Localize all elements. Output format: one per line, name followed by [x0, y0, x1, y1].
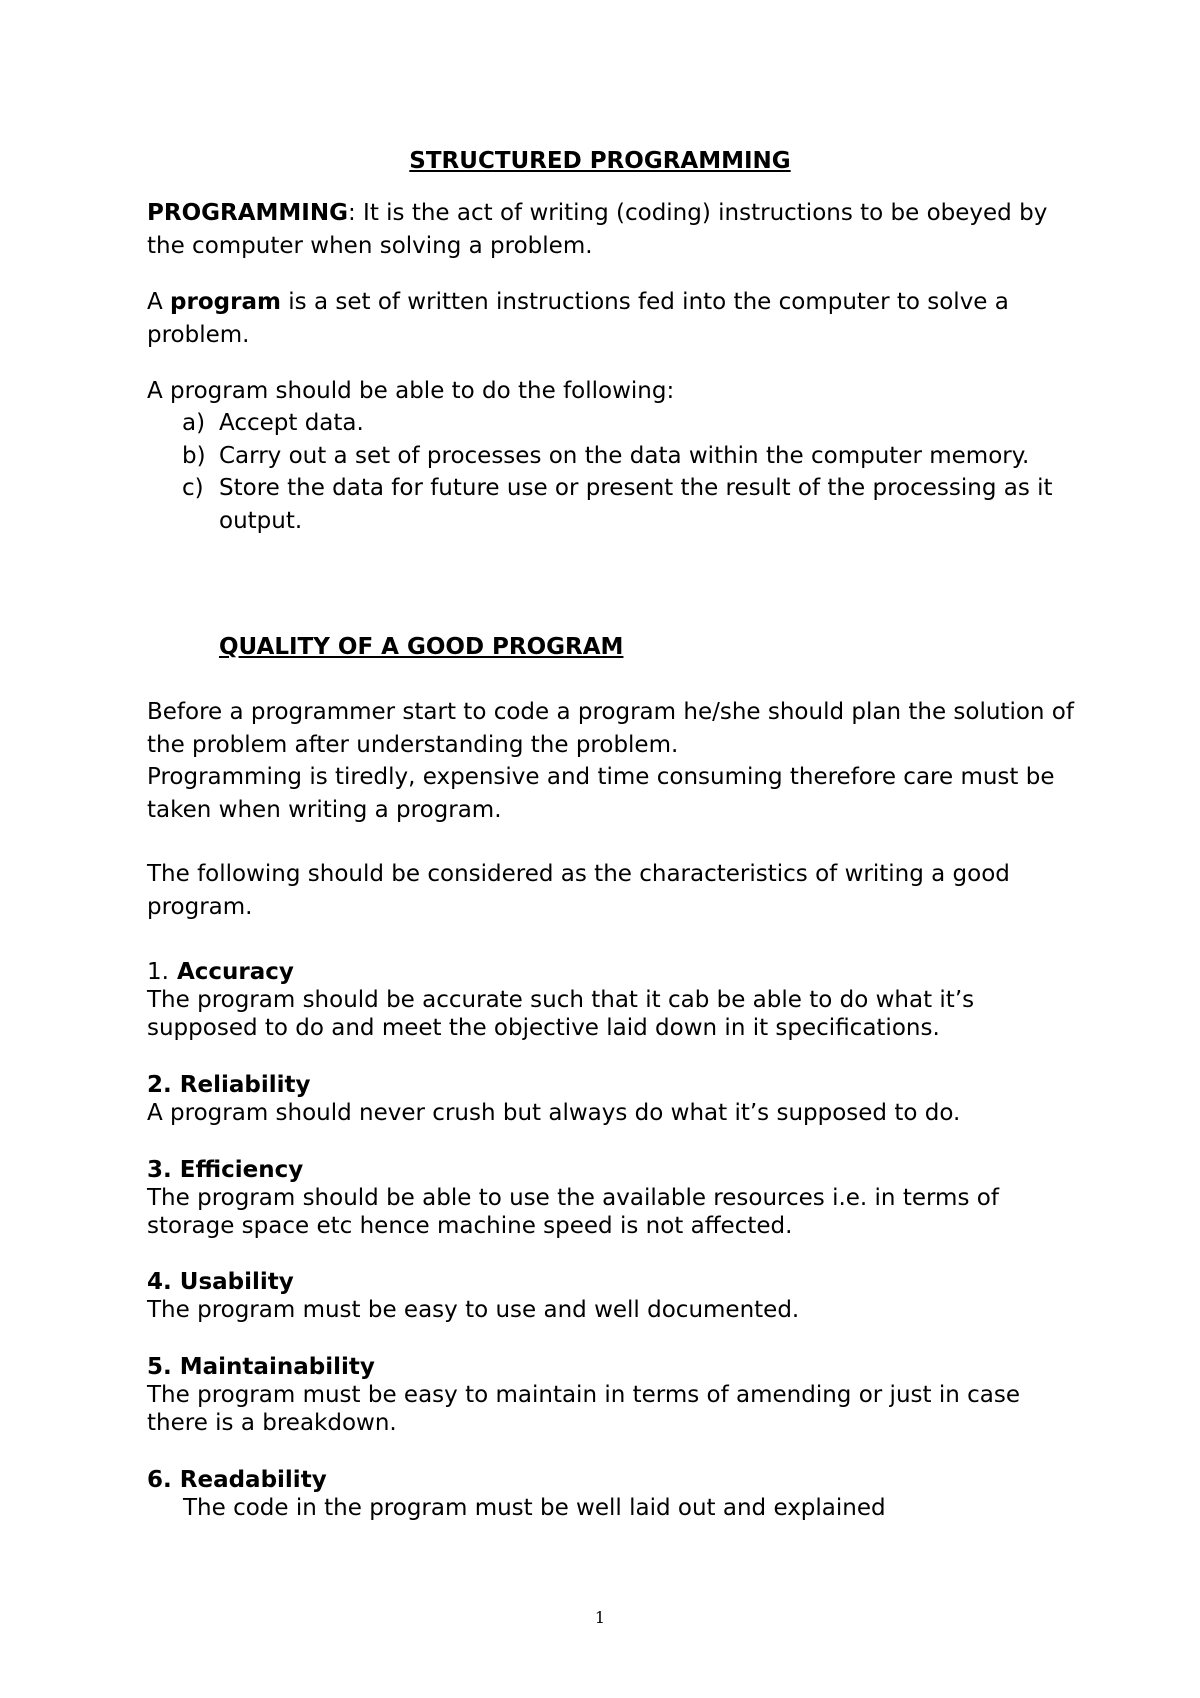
programming-term: PROGRAMMING [147, 200, 348, 226]
programming-definition-text: : It is the act of writing (coding) instructions to be obeyed by the computer when solving a problem. [147, 200, 1048, 259]
characteristic-description: The program should be accurate such that it cab be able to do what it’s supposed to do and meet the objective laid down in it specifications. [147, 987, 975, 1041]
characteristic-description: The program must be easy to use and well documented. [147, 1297, 800, 1323]
characteristic-number: 6. [147, 1467, 172, 1493]
characteristic-number: 1. [147, 959, 169, 985]
list-item-text: Accept data. [219, 410, 364, 436]
list-item [147, 440, 1077, 473]
program-definition [147, 286, 1077, 351]
characteristic-name: Readability [179, 1467, 327, 1493]
characteristic-number: 3. [147, 1157, 172, 1183]
characteristic-description: The code in the program must be well laid out and explained [183, 1495, 886, 1521]
program-definition-prefix: A [147, 289, 171, 315]
list-item [147, 407, 1077, 440]
list-item [147, 472, 1077, 537]
characteristic-usability [147, 1268, 1077, 1324]
abilities-intro: A program should be able to do the following: [147, 378, 675, 404]
characteristic-name: Maintainability [179, 1354, 375, 1380]
characteristic-maintainability [147, 1353, 1077, 1437]
characteristic-heading [147, 1466, 1077, 1494]
quality-heading: QUALITY OF A GOOD PROGRAM [219, 634, 624, 660]
characteristic-number: 5. [147, 1354, 172, 1380]
list-item-text: Store the data for future use or present the result of the processing as it output. [219, 475, 1053, 534]
list-marker: c) [182, 475, 204, 501]
program-term: program [170, 289, 281, 315]
abilities-list [147, 407, 1077, 537]
characteristic-readability [147, 1466, 1077, 1522]
characteristic-number: 4. [147, 1269, 172, 1295]
programming-definition [147, 197, 1077, 262]
characteristic-name: Accuracy [176, 959, 294, 985]
characteristic-accuracy [147, 958, 1077, 1042]
characteristic-description: The program must be easy to maintain in terms of amending or just in case there is a breakdown. [147, 1382, 1020, 1436]
characteristic-heading [147, 1268, 1077, 1296]
characteristic-number: 2. [147, 1072, 172, 1098]
characteristics-intro: The following should be considered as the characteristics of writing a good program. [147, 861, 1010, 920]
list-item-text: Carry out a set of processes on the data within the computer memory. [219, 442, 1030, 469]
quality-intro-1: Before a programmer start to code a program he/she should plan the solution of the problem after understanding the problem. [147, 699, 1074, 758]
characteristic-description: The program should be able to use the available resources i.e. in terms of storage space etc hence machine speed is not affected. [147, 1185, 999, 1239]
characteristic-heading [147, 1071, 1077, 1099]
characteristic-name: Reliability [179, 1072, 311, 1098]
document-title: STRUCTURED PROGRAMMING [409, 148, 791, 174]
program-definition-text: is a set of written instructions fed into the computer to solve a problem. [147, 289, 1009, 348]
characteristic-reliability [147, 1071, 1077, 1127]
quality-intro-2: Programming is tiredly, expensive and time consuming therefore care must be taken when writing a program. [147, 764, 1055, 823]
characteristic-description: A program should never crush but always do what it’s supposed to do. [147, 1100, 961, 1126]
page-number: 1 [594, 1608, 606, 1627]
characteristic-name: Usability [179, 1269, 294, 1295]
list-marker: b) [182, 442, 206, 469]
characteristic-heading [147, 958, 1077, 986]
characteristic-efficiency [147, 1156, 1077, 1240]
characteristic-name: Efficiency [179, 1157, 304, 1183]
characteristic-heading [147, 1156, 1077, 1184]
characteristic-heading [147, 1353, 1077, 1381]
list-marker: a) [182, 410, 206, 436]
